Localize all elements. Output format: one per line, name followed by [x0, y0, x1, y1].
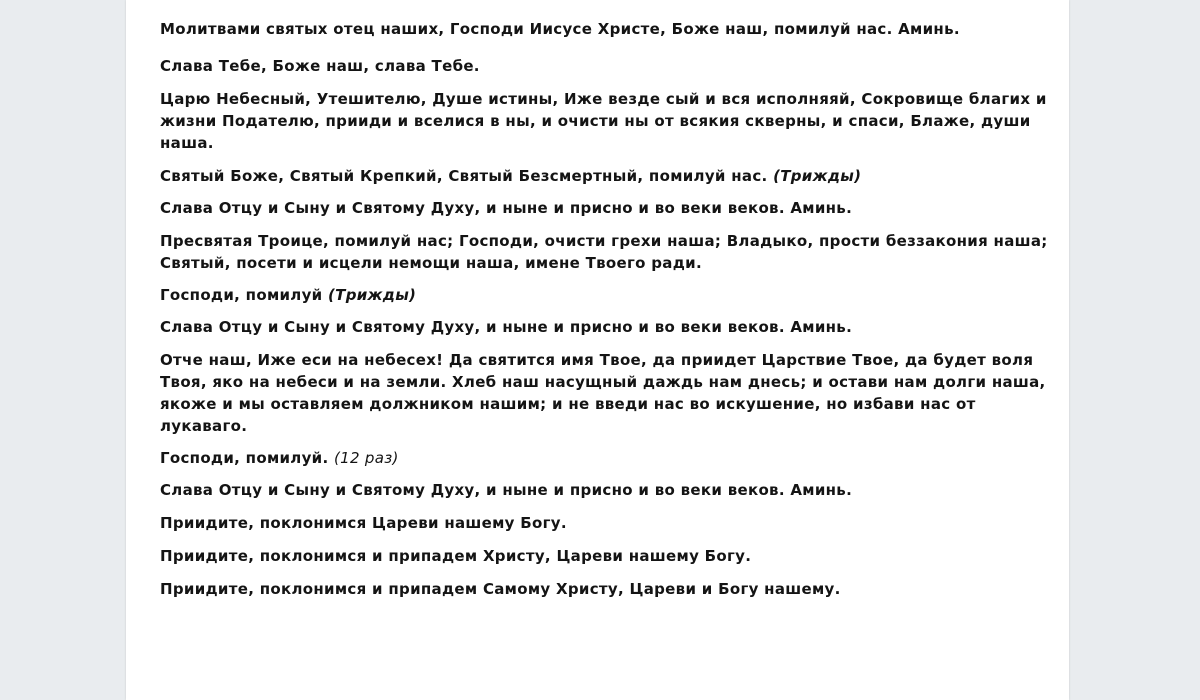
prayer-paragraph [160, 545, 1065, 567]
prayer-paragraph [160, 284, 1065, 306]
document-page [126, 0, 1069, 700]
repeat-note: (Трижды) [328, 286, 417, 304]
repeat-note: (Трижды) [773, 167, 862, 185]
prayer-paragraph [160, 88, 1065, 154]
paragraph-text: Господи, помилуй [160, 286, 323, 304]
paragraph-text: Господи, помилуй. [160, 449, 329, 467]
paragraph-text: Святый Боже, Святый Крепкий, Святый Безсмертный, помилуй нас. [160, 167, 768, 185]
paragraph-text: Слава Отцу и Сыну и Святому Духу, и ныне и присно и во веки веков. Аминь. [160, 481, 853, 499]
paragraph-text: Царю Небесный, Утешителю, Душе истины, Иже везде сый и вся исполняяй, Сокровище благих и жизни Подателю, прииди и вселися в ны, и очисти ны от всякия скверны, и спаси, Блаже, души наша. [160, 90, 1047, 152]
prayer-paragraph [160, 447, 1065, 469]
prayer-paragraph [160, 512, 1065, 534]
paragraph-text: Слава Отцу и Сыну и Святому Духу, и ныне и присно и во веки веков. Аминь. [160, 318, 853, 336]
prayer-paragraph [160, 479, 1065, 501]
prayer-paragraph [160, 230, 1065, 274]
prayer-paragraph [160, 18, 1065, 40]
prayer-paragraph [160, 55, 1065, 77]
paragraph-text: Приидите, поклонимся и припадем Христу, Цареви нашему Богу. [160, 547, 752, 565]
paragraph-text: Отче наш, Иже еси на небесех! Да святится имя Твое, да приидет Царствие Твое, да будет воля Твоя, яко на небеси и на земли. Хлеб наш насущный даждь нам днесь; и остави нам долги наша, якоже и мы оставляем должником нашим; и не введи нас во искушение, но избави нас от лукаваго. [160, 351, 1046, 435]
prayer-paragraph [160, 197, 1065, 219]
prayer-paragraph [160, 349, 1065, 437]
paragraph-text: Пресвятая Троице, помилуй нас; Господи, очисти грехи наша; Владыко, прости беззакония наша; Святый, посети и исцели немощи наша, имене Твоего ради. [160, 232, 1048, 272]
prayer-paragraph [160, 578, 1065, 600]
paragraph-text: Приидите, поклонимся Цареви нашему Богу. [160, 514, 567, 532]
paragraph-text: Слава Отцу и Сыну и Святому Духу, и ныне и присно и во веки веков. Аминь. [160, 199, 853, 217]
prayer-paragraph [160, 316, 1065, 338]
repeat-note: (12 раз) [334, 449, 399, 467]
prayer-paragraph [160, 165, 1065, 187]
paragraph-text: Молитвами святых отец наших, Господи Иисусе Христе, Боже наш, помилуй нас. Аминь. [160, 20, 960, 38]
paragraph-text: Слава Тебе, Боже наш, слава Тебе. [160, 57, 480, 75]
document-text-area[interactable] [160, 18, 1065, 613]
paragraph-text: Приидите, поклонимся и припадем Самому Христу, Цареви и Богу нашему. [160, 580, 841, 598]
